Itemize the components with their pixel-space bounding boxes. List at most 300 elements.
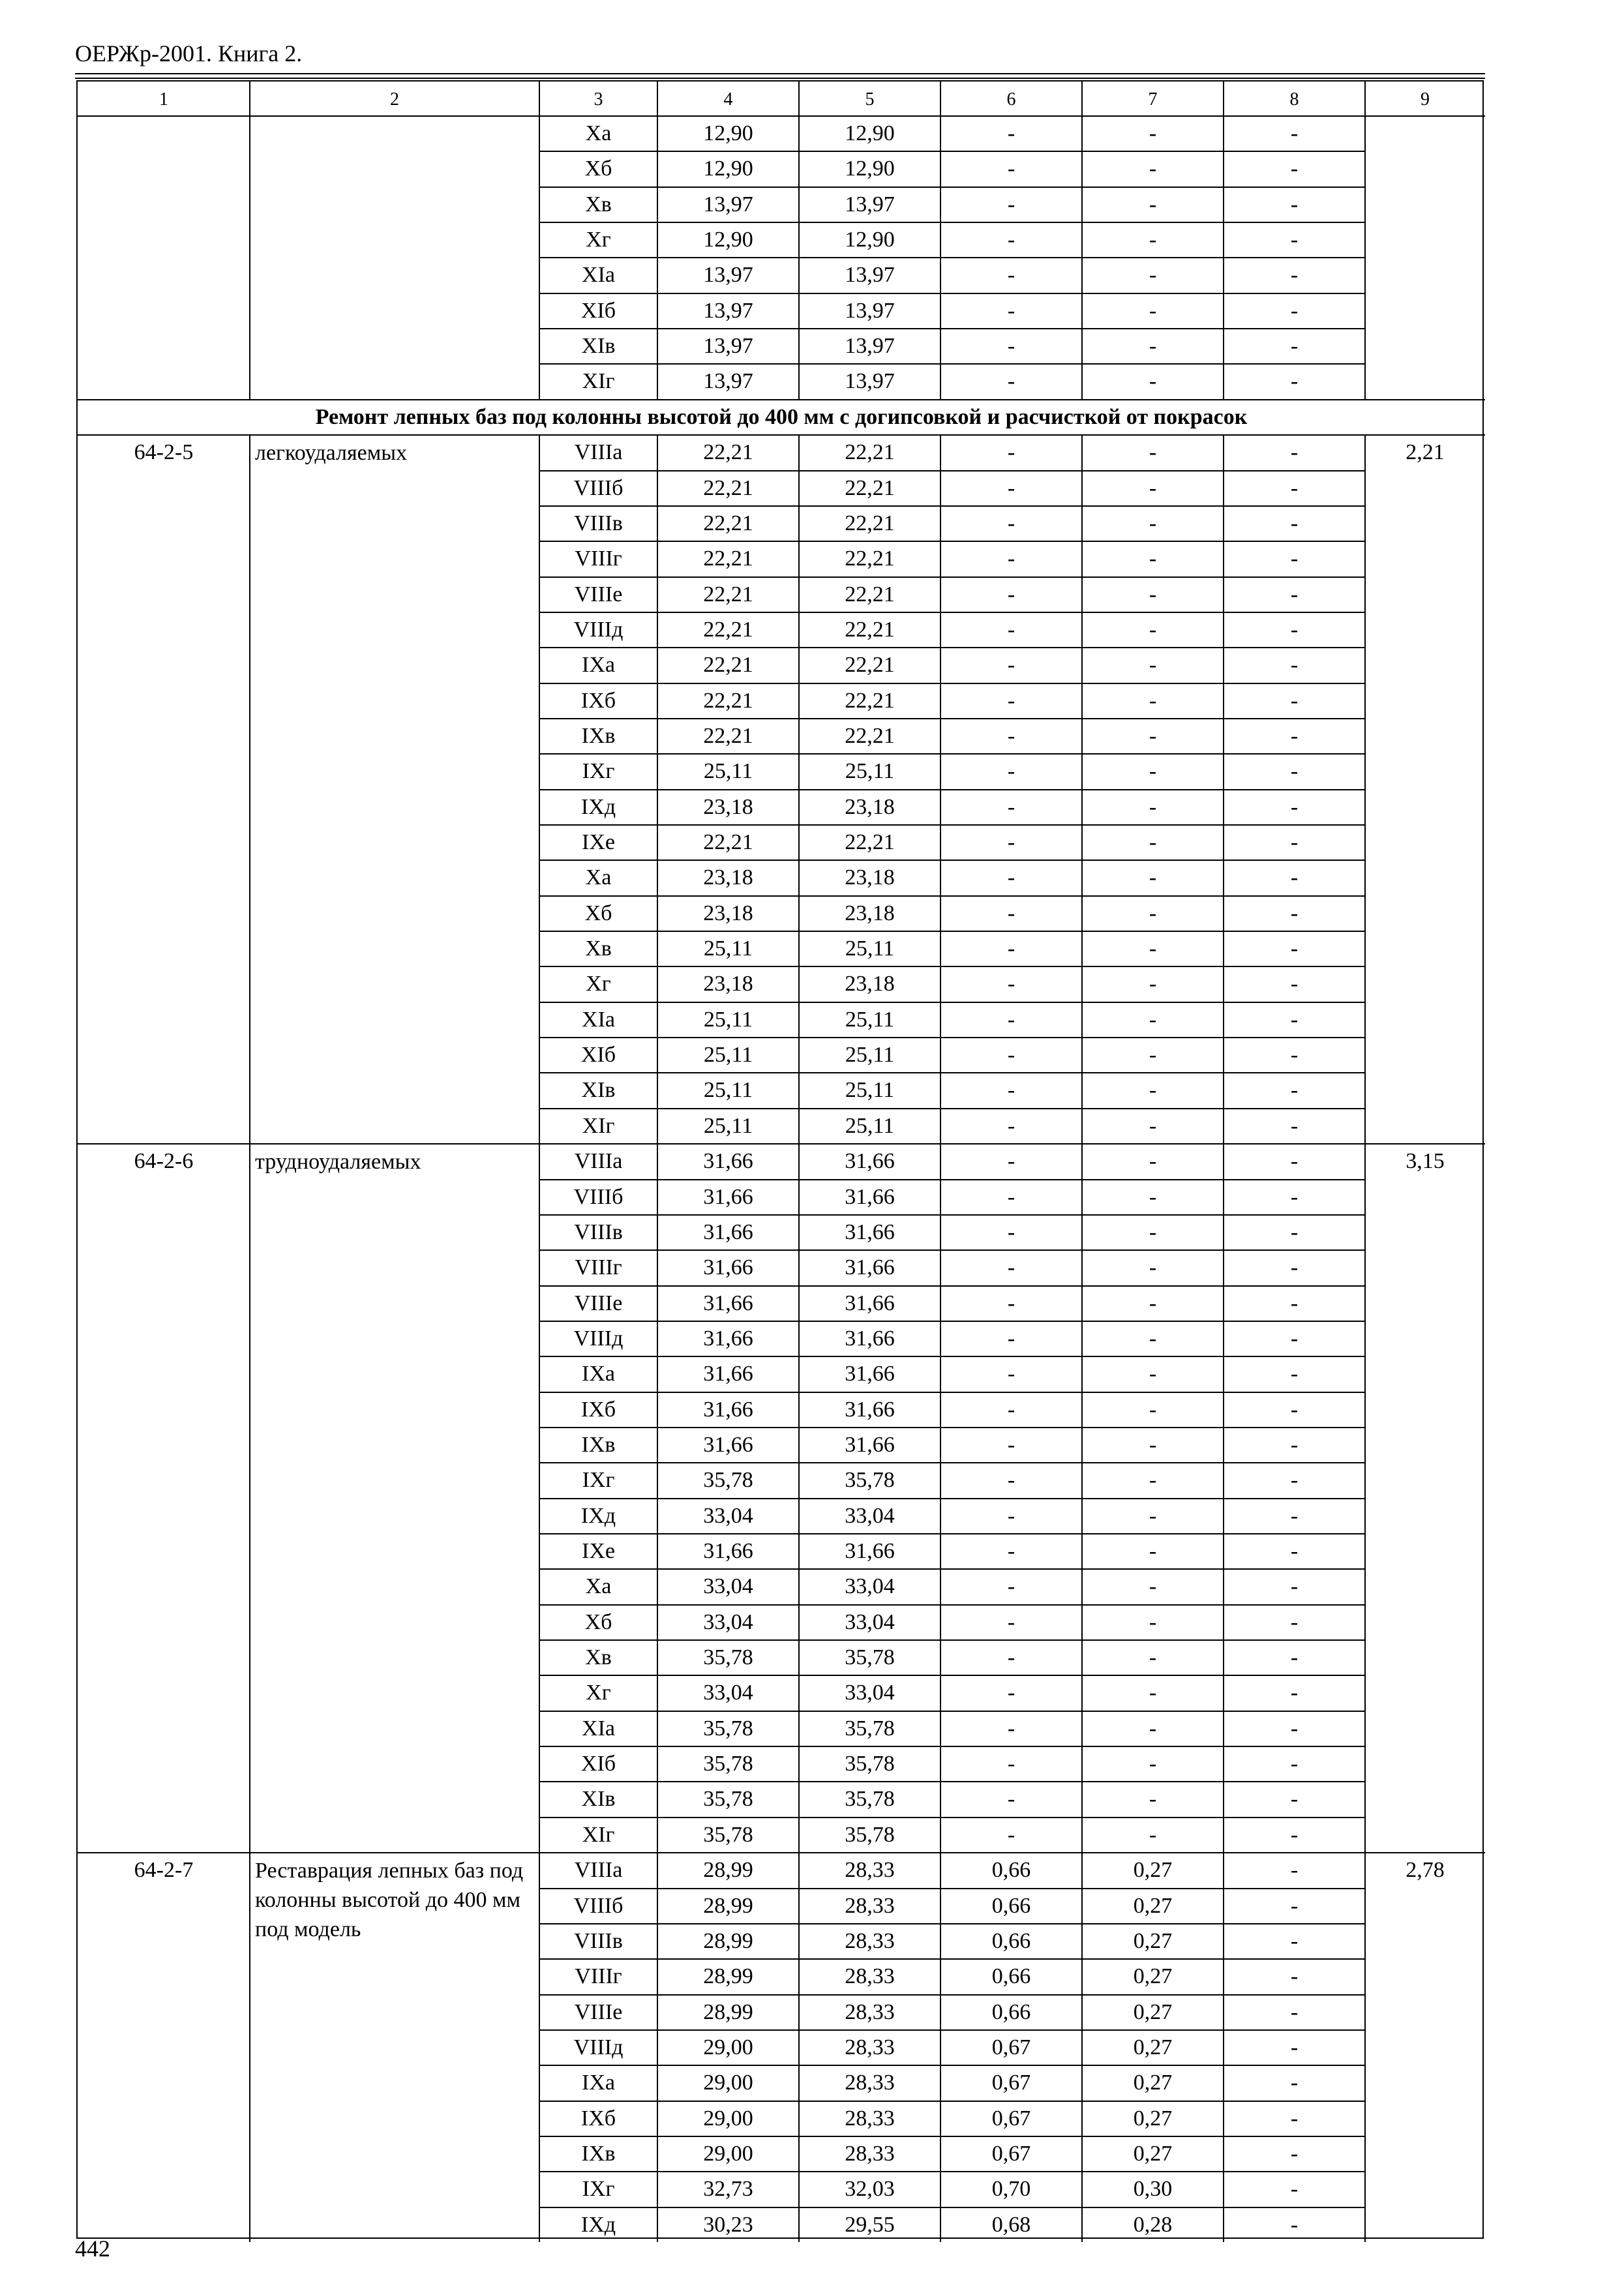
- value-cell: -: [1149, 936, 1157, 961]
- value-cell: -: [1290, 228, 1299, 252]
- value-cell: 0,67: [991, 2141, 1031, 2166]
- column-divider: [1081, 434, 1083, 1143]
- row-divider: [539, 1817, 1365, 1818]
- value-cell: 22,21: [703, 440, 753, 465]
- value-cell: 22,21: [703, 511, 753, 535]
- value-cell: 31,66: [845, 1219, 895, 1244]
- value-cell: -: [1007, 1539, 1015, 1563]
- row-divider: [539, 293, 1365, 294]
- value-cell: -: [1149, 1752, 1157, 1776]
- value-cell: 28,33: [845, 1928, 895, 1953]
- zone-cell: VIIIг: [575, 1255, 622, 1280]
- value-cell: -: [1290, 1928, 1299, 1953]
- value-cell: 13,97: [703, 263, 753, 288]
- row-divider: [539, 789, 1365, 790]
- value-cell: -: [1290, 653, 1299, 678]
- value-cell: -: [1149, 830, 1157, 854]
- value-cell: 22,21: [845, 723, 895, 748]
- value-cell: -: [1290, 298, 1299, 323]
- zone-cell: IХг: [582, 1468, 615, 1493]
- row-divider: [539, 257, 1365, 258]
- value-cell: 29,00: [703, 2035, 753, 2059]
- value-cell: -: [1007, 1219, 1015, 1244]
- work-description: легкоудаляемых: [255, 441, 408, 466]
- value-cell: 35,78: [703, 1752, 753, 1776]
- value-cell: -: [1290, 1291, 1299, 1315]
- column-divider: [798, 1852, 800, 2242]
- column-header: 9: [1421, 89, 1430, 110]
- value-cell: 35,78: [845, 1645, 895, 1670]
- value-cell: 31,66: [845, 1255, 895, 1280]
- value-cell: 13,97: [703, 369, 753, 394]
- row-divider: [539, 1923, 1365, 1924]
- column-divider: [1223, 115, 1224, 399]
- header-rule: [75, 73, 1485, 74]
- value-cell: -: [1290, 936, 1299, 961]
- column-divider: [940, 1852, 941, 2242]
- row-divider: [539, 931, 1365, 932]
- value-cell: -: [1007, 1432, 1015, 1457]
- zone-cell: IХв: [581, 1432, 616, 1457]
- value-cell: -: [1290, 1858, 1299, 1883]
- value-cell: 35,78: [703, 1645, 753, 1670]
- value-cell: 29,00: [703, 2106, 753, 2131]
- value-cell: -: [1290, 1964, 1299, 1989]
- value-cell: -: [1290, 2177, 1299, 2202]
- value-cell: -: [1007, 723, 1015, 748]
- row-divider: [539, 612, 1365, 613]
- value-cell: 25,11: [845, 936, 895, 961]
- value-cell: 35,78: [845, 1822, 895, 1847]
- column-divider: [1364, 1143, 1366, 1852]
- zone-cell: ХIб: [580, 1043, 616, 1068]
- value-cell: 23,18: [703, 794, 753, 819]
- labor-value: 3,15: [1406, 1149, 1445, 1174]
- row-divider: [539, 1994, 1365, 1996]
- value-cell: -: [1290, 192, 1299, 217]
- column-divider: [798, 434, 800, 1143]
- value-cell: -: [1007, 263, 1015, 288]
- value-cell: -: [1007, 511, 1015, 535]
- value-cell: -: [1149, 1822, 1157, 1847]
- zone-cell: VIIIа: [574, 440, 623, 465]
- column-divider: [657, 1852, 658, 2242]
- value-cell: 25,11: [703, 1043, 753, 1068]
- value-cell: -: [1007, 1149, 1015, 1174]
- row-divider: [78, 434, 1485, 436]
- value-cell: -: [1007, 475, 1015, 500]
- column-divider: [1364, 115, 1366, 399]
- row-divider: [539, 1427, 1365, 1428]
- row-divider: [539, 1214, 1365, 1216]
- zone-cell: VIIIб: [573, 1893, 624, 1918]
- value-cell: -: [1007, 1574, 1015, 1599]
- value-cell: 35,78: [703, 1822, 753, 1847]
- value-cell: 33,04: [845, 1609, 895, 1634]
- value-cell: 33,04: [703, 1574, 753, 1599]
- value-cell: 0,66: [991, 1964, 1031, 1989]
- value-cell: -: [1007, 1184, 1015, 1209]
- value-cell: 35,78: [703, 1716, 753, 1741]
- value-cell: -: [1149, 1574, 1157, 1599]
- zone-cell: ХIв: [581, 1787, 616, 1812]
- value-cell: -: [1290, 582, 1299, 606]
- zone-cell: IХд: [580, 794, 616, 819]
- value-cell: -: [1290, 794, 1299, 819]
- rate-code: 64-2-5: [134, 440, 194, 465]
- value-cell: 23,18: [703, 901, 753, 925]
- value-cell: 35,78: [703, 1787, 753, 1812]
- zone-cell: ХIг: [582, 1113, 615, 1138]
- row-divider: [539, 1072, 1365, 1073]
- zone-cell: VIIIв: [574, 1219, 623, 1244]
- zone-cell: VIIIг: [575, 546, 622, 571]
- value-cell: -: [1149, 1539, 1157, 1563]
- value-cell: 25,11: [845, 1078, 895, 1103]
- value-cell: 31,66: [703, 1291, 753, 1315]
- row-divider: [539, 1498, 1365, 1499]
- value-cell: -: [1290, 1893, 1299, 1918]
- work-description: трудноудаляемых: [255, 1150, 421, 1174]
- row-divider: [539, 647, 1365, 648]
- row-divider: [539, 505, 1365, 507]
- value-cell: 23,18: [703, 972, 753, 996]
- column-header: 3: [594, 89, 603, 110]
- value-cell: 12,90: [703, 228, 753, 252]
- zone-cell: VIIIа: [574, 1149, 623, 1174]
- value-cell: -: [1149, 1043, 1157, 1068]
- row-divider: [539, 187, 1365, 188]
- value-cell: -: [1007, 1609, 1015, 1634]
- value-cell: -: [1149, 1609, 1157, 1634]
- value-cell: 0,68: [991, 2212, 1031, 2237]
- value-cell: -: [1290, 157, 1299, 181]
- column-divider: [1081, 82, 1083, 115]
- value-cell: 0,66: [991, 1928, 1031, 1953]
- value-cell: -: [1149, 582, 1157, 606]
- value-cell: -: [1290, 1539, 1299, 1563]
- value-cell: -: [1290, 511, 1299, 535]
- value-cell: 33,04: [845, 1681, 895, 1705]
- row-divider: [539, 470, 1365, 471]
- value-cell: -: [1290, 546, 1299, 571]
- zone-cell: Хг: [586, 972, 611, 996]
- row-divider: [539, 683, 1365, 684]
- value-cell: 28,99: [703, 1858, 753, 1883]
- value-cell: -: [1007, 1681, 1015, 1705]
- value-cell: -: [1007, 1468, 1015, 1493]
- zone-cell: Ха: [585, 121, 612, 145]
- value-cell: 25,11: [703, 936, 753, 961]
- zone-cell: IХв: [581, 2141, 616, 2166]
- value-cell: -: [1290, 2212, 1299, 2237]
- value-cell: -: [1007, 1326, 1015, 1351]
- value-cell: -: [1149, 1787, 1157, 1812]
- value-cell: 31,66: [703, 1149, 753, 1174]
- zone-cell: VIIIб: [573, 475, 624, 500]
- labor-value: 2,21: [1406, 440, 1445, 465]
- value-cell: -: [1149, 157, 1157, 181]
- value-cell: -: [1007, 936, 1015, 961]
- value-cell: -: [1149, 1681, 1157, 1705]
- value-cell: 0,67: [991, 2106, 1031, 2131]
- value-cell: 13,97: [845, 298, 895, 323]
- value-cell: 25,11: [703, 1113, 753, 1138]
- value-cell: -: [1290, 1184, 1299, 1209]
- value-cell: -: [1290, 1503, 1299, 1528]
- value-cell: 25,11: [703, 1007, 753, 1032]
- value-cell: -: [1007, 1503, 1015, 1528]
- row-divider: [539, 1462, 1365, 1463]
- value-cell: -: [1290, 1113, 1299, 1138]
- value-cell: -: [1149, 1149, 1157, 1174]
- zone-cell: VIIIб: [573, 1184, 624, 1209]
- value-cell: 0,30: [1133, 2177, 1173, 2202]
- value-cell: -: [1149, 1716, 1157, 1741]
- row-divider: [539, 363, 1365, 365]
- value-cell: -: [1290, 1468, 1299, 1493]
- value-cell: -: [1007, 1291, 1015, 1315]
- value-cell: -: [1290, 1007, 1299, 1032]
- value-cell: 12,90: [845, 121, 895, 145]
- value-cell: -: [1007, 830, 1015, 854]
- value-cell: -: [1149, 440, 1157, 465]
- value-cell: -: [1290, 263, 1299, 288]
- work-description: Реставрация лепных баз под колонны высотой до 400 мм под модель: [255, 1859, 524, 1942]
- zone-cell: IХе: [582, 1539, 615, 1563]
- value-cell: -: [1290, 688, 1299, 713]
- zone-cell: IХб: [580, 688, 616, 713]
- column-divider: [798, 115, 800, 399]
- value-cell: 28,33: [845, 2035, 895, 2059]
- column-header: 1: [159, 89, 168, 110]
- zone-cell: ХIб: [580, 1752, 616, 1776]
- row-divider: [539, 1321, 1365, 1322]
- row-divider: [539, 2101, 1365, 2102]
- value-cell: -: [1290, 1822, 1299, 1847]
- value-cell: -: [1007, 1716, 1015, 1741]
- value-cell: -: [1290, 121, 1299, 145]
- value-cell: 22,21: [845, 546, 895, 571]
- value-cell: 22,21: [703, 582, 753, 606]
- zone-cell: IХе: [582, 830, 615, 854]
- value-cell: 33,04: [703, 1503, 753, 1528]
- value-cell: -: [1149, 794, 1157, 819]
- value-cell: 12,90: [703, 121, 753, 145]
- value-cell: 25,11: [845, 1043, 895, 1068]
- column-divider: [1223, 1852, 1224, 2242]
- value-cell: 0,27: [1133, 2035, 1173, 2059]
- value-cell: -: [1149, 1397, 1157, 1422]
- column-divider: [1223, 82, 1224, 115]
- value-cell: -: [1007, 1822, 1015, 1847]
- column-divider: [539, 115, 540, 399]
- zone-cell: Хб: [584, 1609, 612, 1634]
- value-cell: 31,66: [845, 1432, 895, 1457]
- value-cell: -: [1149, 901, 1157, 925]
- section-title: Ремонт лепных баз под колонны высотой до 400 мм с догипсовкой и расчисткой от покрасок: [315, 404, 1248, 429]
- value-cell: -: [1007, 794, 1015, 819]
- value-cell: 13,97: [845, 369, 895, 394]
- zone-cell: IХа: [582, 653, 615, 678]
- value-cell: -: [1149, 1113, 1157, 1138]
- value-cell: 22,21: [703, 546, 753, 571]
- value-cell: -: [1290, 972, 1299, 996]
- value-cell: -: [1149, 1432, 1157, 1457]
- row-divider: [539, 2207, 1365, 2208]
- value-cell: 28,99: [703, 1999, 753, 2024]
- column-divider: [657, 82, 658, 115]
- value-cell: -: [1149, 1326, 1157, 1351]
- value-cell: 0,66: [991, 1999, 1031, 2024]
- value-cell: -: [1149, 1291, 1157, 1315]
- value-cell: -: [1149, 1007, 1157, 1032]
- value-cell: 33,04: [845, 1574, 895, 1599]
- value-cell: -: [1007, 617, 1015, 642]
- value-cell: 30,23: [703, 2212, 753, 2237]
- zone-cell: VIIIе: [574, 1291, 623, 1315]
- value-cell: -: [1007, 1078, 1015, 1103]
- zone-cell: VIIIд: [573, 1326, 624, 1351]
- value-cell: 31,66: [703, 1219, 753, 1244]
- value-cell: 13,97: [845, 334, 895, 359]
- value-cell: 31,66: [703, 1255, 753, 1280]
- column-header: 8: [1289, 89, 1299, 110]
- rates-table: [76, 80, 1484, 2239]
- value-cell: 22,21: [703, 688, 753, 713]
- value-cell: 13,97: [845, 263, 895, 288]
- value-cell: -: [1290, 1681, 1299, 1705]
- value-cell: -: [1007, 1043, 1015, 1068]
- value-cell: 22,21: [703, 830, 753, 854]
- value-cell: -: [1290, 1645, 1299, 1670]
- zone-cell: VIIIд: [573, 617, 624, 642]
- value-cell: -: [1149, 759, 1157, 784]
- column-divider: [798, 82, 800, 115]
- zone-cell: Хг: [586, 228, 611, 252]
- zone-cell: IХа: [582, 2071, 615, 2095]
- value-cell: -: [1149, 617, 1157, 642]
- value-cell: 13,97: [703, 192, 753, 217]
- column-divider: [249, 82, 250, 115]
- row-divider: [539, 1108, 1365, 1109]
- value-cell: 0,27: [1133, 2141, 1173, 2166]
- value-cell: -: [1007, 582, 1015, 606]
- value-cell: -: [1290, 723, 1299, 748]
- value-cell: -: [1007, 440, 1015, 465]
- column-header: 5: [865, 89, 875, 110]
- zone-cell: Хг: [586, 1681, 611, 1705]
- value-cell: -: [1007, 546, 1015, 571]
- column-header: 7: [1148, 89, 1158, 110]
- zone-cell: ХIа: [582, 1007, 615, 1032]
- value-cell: -: [1149, 723, 1157, 748]
- column-divider: [1364, 1852, 1366, 2242]
- zone-cell: IХб: [580, 1397, 616, 1422]
- value-cell: 28,33: [845, 1858, 895, 1883]
- value-cell: -: [1007, 1362, 1015, 1386]
- value-cell: -: [1007, 759, 1015, 784]
- value-cell: 25,11: [703, 759, 753, 784]
- value-cell: 22,21: [845, 830, 895, 854]
- value-cell: 0,27: [1133, 1893, 1173, 1918]
- value-cell: -: [1007, 1752, 1015, 1776]
- column-header: 4: [723, 89, 733, 110]
- value-cell: -: [1007, 369, 1015, 394]
- zone-cell: Хб: [584, 901, 612, 925]
- value-cell: 12,90: [845, 157, 895, 181]
- column-divider: [940, 434, 941, 1143]
- zone-cell: ХIа: [582, 263, 615, 288]
- column-divider: [1081, 1852, 1083, 2242]
- value-cell: -: [1149, 865, 1157, 890]
- value-cell: -: [1007, 1787, 1015, 1812]
- column-divider: [940, 1143, 941, 1852]
- value-cell: -: [1007, 228, 1015, 252]
- value-cell: -: [1290, 830, 1299, 854]
- column-divider: [1364, 82, 1366, 115]
- value-cell: -: [1149, 1645, 1157, 1670]
- column-divider: [657, 115, 658, 399]
- value-cell: 33,04: [703, 1681, 753, 1705]
- value-cell: 28,33: [845, 1893, 895, 1918]
- value-cell: -: [1290, 901, 1299, 925]
- zone-cell: IХг: [582, 759, 615, 784]
- value-cell: 22,21: [845, 475, 895, 500]
- row-divider: [78, 115, 1485, 117]
- row-divider: [539, 1746, 1365, 1747]
- value-cell: 23,18: [845, 972, 895, 996]
- value-cell: -: [1149, 121, 1157, 145]
- zone-cell: IХд: [580, 1503, 616, 1528]
- header-rule: [75, 78, 1485, 79]
- value-cell: 0,27: [1133, 1858, 1173, 1883]
- row-divider: [539, 1711, 1365, 1712]
- column-divider: [657, 1143, 658, 1852]
- value-cell: 28,33: [845, 1999, 895, 2024]
- value-cell: 12,90: [845, 228, 895, 252]
- value-cell: -: [1007, 901, 1015, 925]
- row-divider: [539, 2136, 1365, 2137]
- value-cell: 31,66: [845, 1397, 895, 1422]
- value-cell: 28,99: [703, 1964, 753, 1989]
- column-divider: [940, 82, 941, 115]
- value-cell: -: [1007, 1397, 1015, 1422]
- zone-cell: IХд: [580, 2212, 616, 2237]
- value-cell: 0,27: [1133, 1964, 1173, 1989]
- row-divider: [539, 1604, 1365, 1606]
- value-cell: 0,67: [991, 2035, 1031, 2059]
- value-cell: 31,66: [703, 1184, 753, 1209]
- row-divider: [539, 895, 1365, 897]
- zone-cell: VIIIв: [574, 511, 623, 535]
- row-divider: [78, 399, 1485, 400]
- row-divider: [539, 1533, 1365, 1534]
- value-cell: 31,66: [845, 1326, 895, 1351]
- value-cell: -: [1149, 263, 1157, 288]
- value-cell: -: [1149, 653, 1157, 678]
- value-cell: 31,66: [845, 1539, 895, 1563]
- zone-cell: VIIIе: [574, 1999, 623, 2024]
- column-divider: [1081, 115, 1083, 399]
- value-cell: -: [1290, 334, 1299, 359]
- value-cell: -: [1290, 475, 1299, 500]
- value-cell: 22,21: [845, 511, 895, 535]
- value-cell: 22,21: [703, 723, 753, 748]
- row-divider: [539, 1037, 1365, 1038]
- value-cell: -: [1007, 121, 1015, 145]
- value-cell: 35,78: [703, 1468, 753, 1493]
